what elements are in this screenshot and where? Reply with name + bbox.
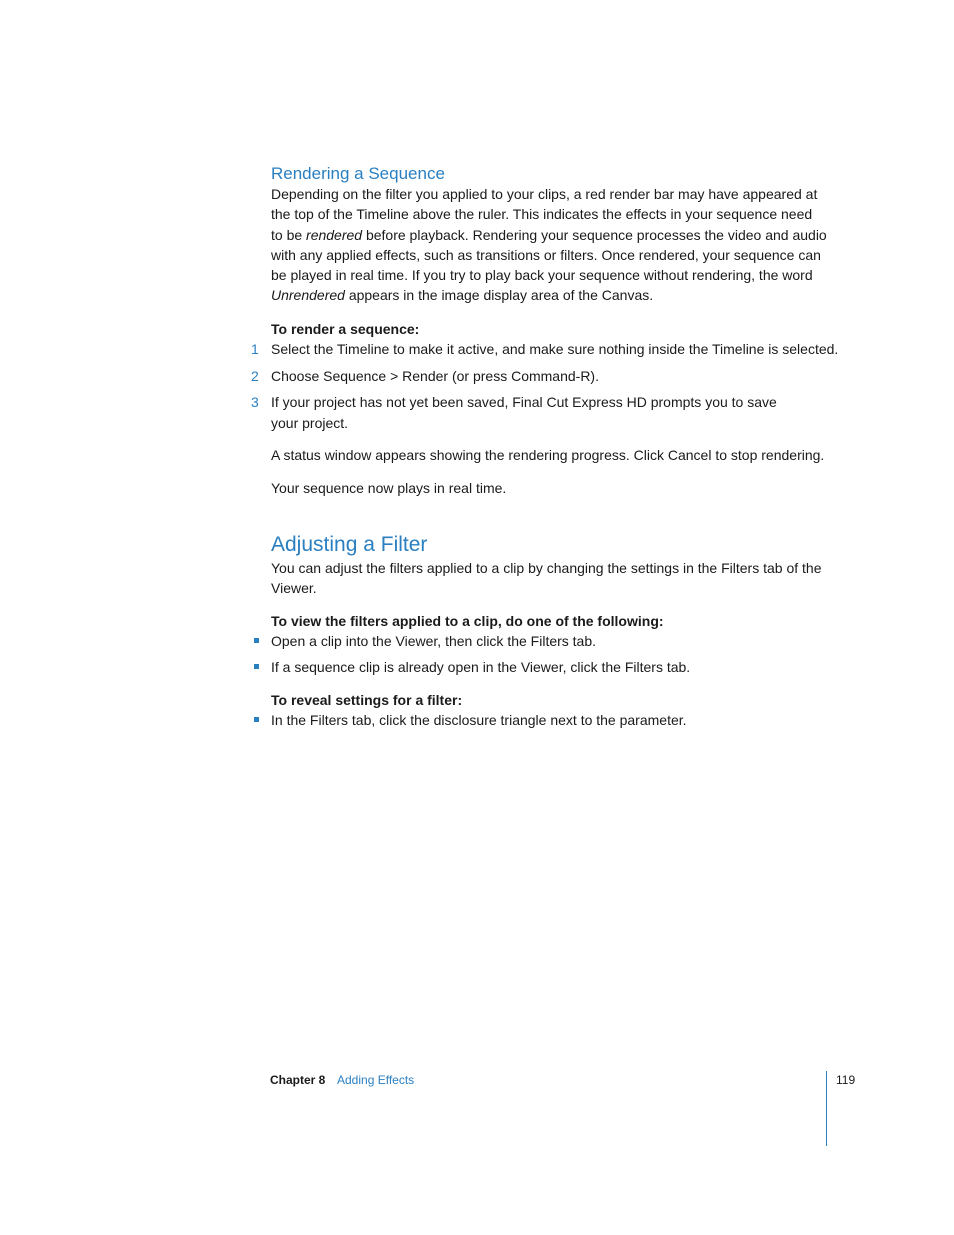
step-result-note: Your sequence now plays in real time. bbox=[271, 480, 507, 496]
bullet-square-icon bbox=[254, 638, 259, 643]
paragraph-italic-term: Unrendered bbox=[271, 287, 345, 304]
task-lead-render: To render a sequence: bbox=[271, 321, 420, 337]
paragraph-italic-term: rendered bbox=[306, 226, 363, 243]
adjusting-filter-paragraph: You can adjust the filters applied to a clip by changing the settings in the Filters tab of the Viewer. bbox=[271, 560, 822, 597]
footer-chapter-label: Chapter 8 bbox=[270, 1073, 326, 1087]
paragraph-text: before playback. Rendering your sequence processes the video and audio with any applied effects, such as transitions or filters. Once rendered, your sequence can be played in real time. If you try to play back your sequence without rendering, the word bbox=[271, 226, 827, 284]
step-text: Select the Timeline to make it active, and make sure nothing inside the Timeline is selected. bbox=[271, 341, 839, 357]
paragraph-text: Depending on the filter you applied to your clips, a red render bar may have appeared at the top of the Timeline above the ruler. This indicates the effects in your sequence need to be bbox=[271, 186, 818, 243]
bullet-text: In the Filters tab, click the disclosure triangle next to the parameter. bbox=[271, 712, 687, 728]
step-text: If your project has not yet been saved, Final Cut Express HD prompts you to save your project. bbox=[271, 394, 777, 431]
bullet-text: Open a clip into the Viewer, then click the Filters tab. bbox=[271, 633, 597, 649]
bullet-square-icon bbox=[254, 717, 259, 722]
section-heading-rendering: Rendering a Sequence bbox=[271, 164, 445, 183]
page-number: 119 bbox=[836, 1073, 856, 1087]
step-text: Choose Sequence > Render (or press Command-R). bbox=[271, 368, 599, 384]
footer-divider bbox=[826, 1071, 827, 1146]
step-number: 3 bbox=[251, 394, 259, 410]
step-number: 2 bbox=[251, 368, 259, 384]
step-result-note: A status window appears showing the rendering progress. Click Cancel to stop rendering. bbox=[271, 447, 825, 463]
task-lead-view-filters: To view the filters applied to a clip, do one of the following: bbox=[271, 613, 664, 629]
bullet-text: If a sequence clip is already open in the Viewer, click the Filters tab. bbox=[271, 659, 691, 675]
step-number: 1 bbox=[251, 341, 259, 357]
footer-section-link[interactable]: Adding Effects bbox=[337, 1073, 415, 1087]
section-heading-adjusting-filter: Adjusting a Filter bbox=[271, 533, 428, 556]
rendering-intro-paragraph bbox=[271, 184, 827, 306]
task-lead-reveal-settings: To reveal settings for a filter: bbox=[271, 692, 463, 708]
bullet-square-icon bbox=[254, 664, 259, 669]
paragraph-text: appears in the image display area of the Canvas. bbox=[344, 287, 654, 304]
